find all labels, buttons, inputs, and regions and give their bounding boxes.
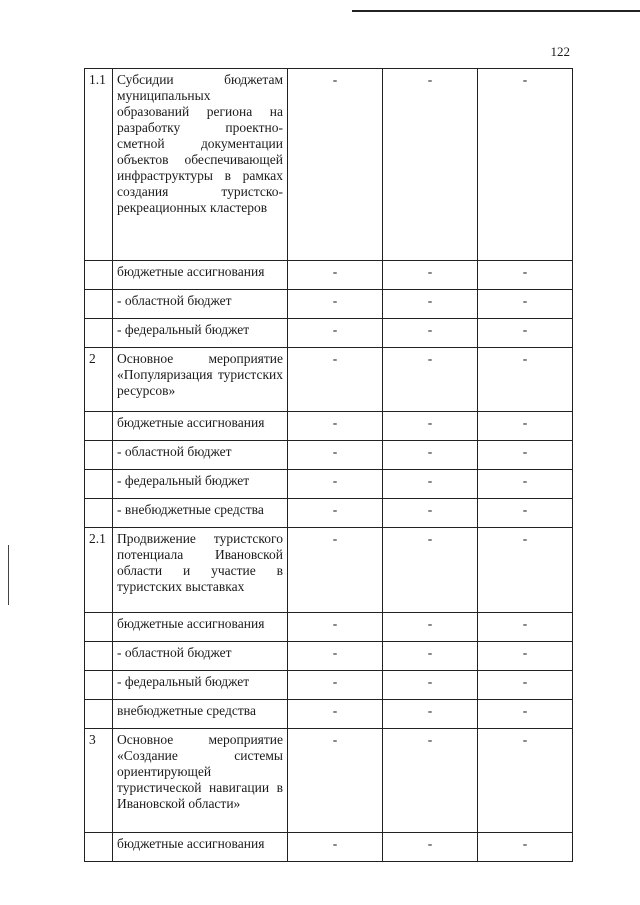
value-cell: - (288, 700, 383, 729)
value-cell: - (383, 613, 478, 642)
row-name-cell: - внебюджетные средства (113, 499, 288, 528)
value-cell: - (288, 441, 383, 470)
margin-mark (8, 545, 9, 605)
row-number-cell: 3 (85, 729, 113, 833)
value-cell: - (478, 348, 573, 412)
budget-table (84, 68, 573, 862)
row-number-cell (85, 319, 113, 348)
row-number-cell (85, 671, 113, 700)
row-name-cell: Основное мероприятие «Популяризация туристских ресурсов» (113, 348, 288, 412)
table-body (85, 69, 573, 862)
value-cell: - (478, 528, 573, 613)
top-rule (352, 10, 640, 12)
table-row (85, 261, 573, 290)
table-row (85, 348, 573, 412)
value-cell: - (288, 613, 383, 642)
value-cell: - (383, 348, 478, 412)
value-cell: - (288, 833, 383, 862)
value-cell: - (478, 412, 573, 441)
value-cell: - (288, 499, 383, 528)
value-cell: - (478, 290, 573, 319)
value-cell: - (383, 69, 478, 261)
value-cell: - (288, 290, 383, 319)
row-name-cell: - федеральный бюджет (113, 319, 288, 348)
value-cell: - (383, 499, 478, 528)
value-cell: - (478, 441, 573, 470)
row-number-cell (85, 613, 113, 642)
value-cell: - (288, 528, 383, 613)
value-cell: - (288, 348, 383, 412)
value-cell: - (383, 319, 478, 348)
table-row (85, 319, 573, 348)
row-name-cell: Продвижение туристского потенциала Ивановской области и участие в туристских выставках (113, 528, 288, 613)
table-row (85, 499, 573, 528)
value-cell: - (383, 290, 478, 319)
value-cell: - (288, 729, 383, 833)
value-cell: - (478, 642, 573, 671)
value-cell: - (478, 671, 573, 700)
value-cell: - (383, 642, 478, 671)
table-row (85, 613, 573, 642)
row-number-cell (85, 642, 113, 671)
value-cell: - (288, 261, 383, 290)
table-row (85, 700, 573, 729)
value-cell: - (478, 261, 573, 290)
table-row (85, 441, 573, 470)
value-cell: - (383, 470, 478, 499)
row-number-cell (85, 470, 113, 499)
row-name-cell: - федеральный бюджет (113, 671, 288, 700)
value-cell: - (478, 613, 573, 642)
value-cell: - (288, 642, 383, 671)
value-cell: - (383, 441, 478, 470)
value-cell: - (383, 261, 478, 290)
value-cell: - (383, 412, 478, 441)
table-row (85, 412, 573, 441)
row-number-cell: 2.1 (85, 528, 113, 613)
row-number-cell (85, 700, 113, 729)
table-row (85, 833, 573, 862)
row-number-cell: 2 (85, 348, 113, 412)
table-row (85, 671, 573, 700)
row-name-cell: Субсидии бюджетам муниципальных образований региона на разработку проектно-сметной документации объектов обеспечивающей инфраструктуры в рамках создания туристско-рекреационных кластеров (113, 69, 288, 261)
value-cell: - (383, 700, 478, 729)
value-cell: - (478, 729, 573, 833)
row-name-cell: Основное мероприятие «Создание системы ориентирующей туристической навигации в Ивановской области» (113, 729, 288, 833)
value-cell: - (288, 319, 383, 348)
value-cell: - (383, 671, 478, 700)
page-number: 122 (550, 44, 570, 59)
value-cell: - (478, 700, 573, 729)
table-row (85, 290, 573, 319)
row-name-cell: бюджетные ассигнования (113, 833, 288, 862)
table-row (85, 69, 573, 261)
value-cell: - (383, 729, 478, 833)
row-name-cell: - областной бюджет (113, 642, 288, 671)
row-name-cell: - областной бюджет (113, 290, 288, 319)
row-number-cell (85, 833, 113, 862)
row-number-cell (85, 499, 113, 528)
row-number-cell (85, 261, 113, 290)
value-cell: - (478, 499, 573, 528)
table-row (85, 729, 573, 833)
table-row (85, 528, 573, 613)
value-cell: - (288, 69, 383, 261)
row-name-cell: бюджетные ассигнования (113, 613, 288, 642)
value-cell: - (288, 412, 383, 441)
value-cell: - (478, 69, 573, 261)
value-cell: - (288, 470, 383, 499)
row-number-cell (85, 441, 113, 470)
row-number-cell (85, 290, 113, 319)
value-cell: - (478, 470, 573, 499)
table-row (85, 470, 573, 499)
value-cell: - (383, 528, 478, 613)
value-cell: - (478, 319, 573, 348)
value-cell: - (288, 671, 383, 700)
row-name-cell: бюджетные ассигнования (113, 261, 288, 290)
row-name-cell: - областной бюджет (113, 441, 288, 470)
row-number-cell (85, 412, 113, 441)
row-number-cell: 1.1 (85, 69, 113, 261)
row-name-cell: внебюджетные средства (113, 700, 288, 729)
table-row (85, 642, 573, 671)
value-cell: - (383, 833, 478, 862)
row-name-cell: - федеральный бюджет (113, 470, 288, 499)
row-name-cell: бюджетные ассигнования (113, 412, 288, 441)
value-cell: - (478, 833, 573, 862)
